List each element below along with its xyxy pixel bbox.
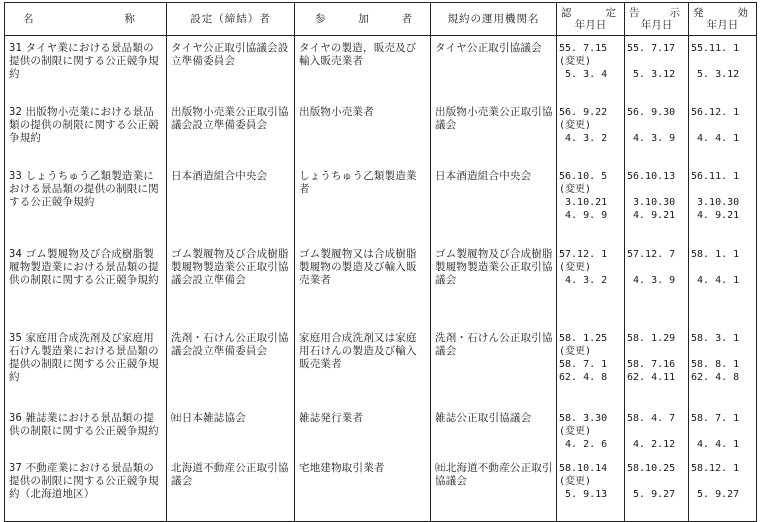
operator-cell-text: 出版物小売業公正取引協議会 [435, 105, 553, 131]
effective-date-cell [689, 456, 757, 522]
date-line: 4. 4. 1 [691, 274, 740, 286]
date-line: 4. 4. 1 [691, 132, 740, 144]
date-line: 58.10.25 [627, 462, 676, 474]
participants-cell-text: ゴム製履物又は合成樹脂製履物の製造及び輸入販売業者 [299, 247, 417, 286]
effective-date-cell [689, 242, 757, 326]
effective-date-cell [689, 164, 757, 242]
table-row [5, 242, 757, 326]
date-line: 3.10.30 [691, 196, 740, 208]
participants-cell [295, 100, 431, 164]
header-notice-date: 告 示 年月日 [625, 3, 689, 36]
date-line: (変更) [559, 183, 592, 195]
participants-cell-text: 宅地建物取引業者 [299, 461, 385, 474]
header-effective-date: 発 効 年月日 [689, 3, 757, 36]
date-line: 56.10.13 [627, 170, 676, 182]
date-line: 55.11. 1 [691, 43, 740, 54]
date-line: 4. 3. 2 [559, 274, 608, 286]
participants-cell [295, 242, 431, 326]
date-line: 56.11. 1 [691, 170, 740, 182]
date-line: 3.10.21 [559, 196, 608, 208]
date-line [691, 119, 754, 132]
header-operator: 規約の運用機関名 [431, 3, 557, 36]
date-line: 62. 4. 8 [559, 371, 608, 383]
rule-name-text: タイヤ業における景品類の提供の制限に関する公正競争規約 [9, 42, 159, 80]
date-line [627, 119, 686, 132]
operator-cell-text: タイヤ公正取引協議会 [435, 42, 542, 54]
participants-cell-text: しょうちゅう乙類製造業者 [299, 169, 417, 195]
date-line: 58. 7.16 [627, 358, 676, 370]
operator-cell [431, 100, 557, 164]
date-line: 62. 4.11 [627, 371, 676, 383]
approval-date-cell [557, 100, 625, 164]
organizer-cell-text: タイヤ公正取引協議会設立準備委員会 [171, 42, 289, 67]
table-row [5, 100, 757, 164]
notice-date-cell [625, 326, 689, 406]
date-line [627, 345, 686, 358]
date-line: 3.10.30 [627, 196, 676, 208]
date-line: 56.12. 1 [691, 106, 740, 118]
date-line: 57.12. 7 [627, 248, 676, 260]
operator-cell-text: 雑誌公正取引協議会 [435, 411, 532, 424]
participants-cell-text: 家庭用合成洗剤又は家庭用石けんの製造及び輸入販売業者 [299, 331, 417, 370]
rule-name-cell [5, 406, 167, 456]
table-row [5, 36, 757, 100]
date-line: 4. 4. 1 [691, 438, 740, 450]
rule-name-cell [5, 242, 167, 326]
date-line [691, 261, 754, 274]
participants-cell [295, 406, 431, 456]
regulation-table-page [4, 2, 756, 500]
date-line [627, 261, 686, 274]
date-line: 4. 2. 6 [559, 438, 608, 450]
date-line: 4. 2.12 [627, 438, 676, 450]
organizer-cell [167, 242, 295, 326]
rule-name-text: 雑誌業における景品類の提供の制限に関する公正競争規約 [9, 411, 159, 437]
operator-cell [431, 406, 557, 456]
date-line: 56. 9.22 [559, 106, 608, 118]
regulation-table [4, 2, 757, 522]
header-row [5, 3, 757, 36]
organizer-cell-text: 出版物小売業公正取引協議会設立準備委員会 [171, 105, 289, 131]
organizer-cell [167, 456, 295, 522]
date-line: 58.12. 1 [691, 462, 740, 474]
date-line: 58. 7. 1 [559, 358, 608, 370]
date-line: (変更) [559, 261, 592, 273]
approval-date-cell [557, 406, 625, 456]
participants-cell [295, 326, 431, 406]
rule-name-cell [5, 36, 167, 100]
date-line [691, 475, 754, 488]
rule-number: 34 [9, 247, 23, 260]
operator-cell [431, 326, 557, 406]
date-line [691, 425, 754, 438]
header-approval-date: 認 定 年月日 [557, 3, 625, 36]
participants-cell [295, 164, 431, 242]
date-line: 4. 3. 2 [559, 132, 608, 144]
date-line: 58. 3. 1 [691, 332, 740, 344]
rule-name-cell [5, 326, 167, 406]
operator-cell [431, 456, 557, 522]
notice-date-cell [625, 100, 689, 164]
approval-date-cell [557, 164, 625, 242]
header-participants: 参 加 者 [295, 3, 431, 36]
notice-date-cell [625, 164, 689, 242]
date-line: (変更) [559, 56, 592, 67]
date-line: 55. 7.17 [627, 43, 676, 54]
effective-date-cell [689, 36, 757, 100]
rule-name-text: 家庭用合成洗剤及び家庭用石けん製造業における景品類の提供の制限に関する公正競争規約 [9, 331, 159, 383]
date-line: 5. 3.12 [627, 69, 676, 80]
date-line: 4. 9.21 [627, 209, 676, 221]
participants-cell-text: 雑誌発行業者 [299, 411, 364, 424]
date-line: 56.10. 5 [559, 170, 608, 182]
date-line: 4. 3. 9 [627, 132, 676, 144]
date-line [691, 55, 754, 68]
rule-name-text: しょうちゅう乙類製造業における景品類の提供の制限に関する公正競争規約 [9, 169, 159, 208]
organizer-cell [167, 164, 295, 242]
approval-date-cell [557, 36, 625, 100]
operator-cell [431, 242, 557, 326]
date-line: 5. 3. 4 [559, 69, 608, 80]
header-organizer: 設定（締結）者 [167, 3, 295, 36]
organizer-cell [167, 326, 295, 406]
rule-name-cell [5, 164, 167, 242]
date-line [627, 475, 686, 488]
date-line [627, 425, 686, 438]
notice-date-cell [625, 456, 689, 522]
date-line: 55. 7.15 [559, 43, 608, 54]
rule-number: 37 [9, 461, 23, 474]
date-line: 56. 9.30 [627, 106, 676, 118]
date-line: 62. 4. 8 [691, 371, 740, 383]
operator-cell-text: 洗剤・石けん公正取引協議会 [435, 331, 553, 357]
date-line: (変更) [559, 475, 592, 487]
approval-date-cell [557, 326, 625, 406]
rule-number: 32 [9, 105, 23, 118]
rule-name-text: 出版物小売業における景品類の提供の制限に関する公正競争規約 [9, 105, 159, 144]
organizer-cell-text: ゴム製履物及び合成樹脂製履物製造業公正取引協議会設立準備会 [171, 247, 289, 286]
date-line: 58. 3.30 [559, 412, 608, 424]
date-line [627, 55, 686, 68]
approval-date-cell [557, 242, 625, 326]
rule-number: 31 [9, 42, 23, 54]
operator-cell-text: ㈳北海道不動産公正取引協議会 [435, 461, 553, 487]
table-row [5, 164, 757, 242]
rule-number: 36 [9, 411, 23, 424]
operator-cell [431, 164, 557, 242]
date-line: (変更) [559, 119, 592, 131]
effective-date-cell [689, 100, 757, 164]
date-line: 5. 3.12 [691, 69, 740, 80]
rule-number: 35 [9, 331, 23, 344]
operator-cell [431, 36, 557, 100]
date-line [691, 345, 754, 358]
notice-date-cell [625, 36, 689, 100]
approval-date-cell [557, 456, 625, 522]
date-line: 5. 9.27 [627, 488, 676, 500]
effective-date-cell [689, 326, 757, 406]
participants-cell [295, 456, 431, 522]
date-line: (変更) [559, 425, 592, 437]
date-line: 58. 1.29 [627, 332, 676, 344]
rule-name-text: ゴム製履物及び合成樹脂製履物製造業における景品類の提供の制限に関する公正競争規約 [9, 247, 159, 286]
header-name: 名 称 [5, 3, 167, 36]
rule-number: 33 [9, 169, 23, 182]
participants-cell-text: タイヤの製造，販売及び輸入販売業者 [299, 42, 417, 67]
organizer-cell-text: 日本酒造組合中央会 [171, 169, 268, 182]
rule-name-cell [5, 456, 167, 522]
participants-cell-text: 出版物小売業者 [299, 105, 374, 118]
organizer-cell [167, 100, 295, 164]
notice-date-cell [625, 406, 689, 456]
organizer-cell [167, 36, 295, 100]
table-row [5, 456, 757, 522]
table-row [5, 326, 757, 406]
table-row [5, 406, 757, 456]
operator-cell-text: 日本酒造組合中央会 [435, 169, 532, 182]
date-line [691, 183, 754, 196]
organizer-cell-text: 洗剤・石けん公正取引協議会設立準備委員会 [171, 331, 289, 357]
operator-cell-text: ゴム製履物及び合成樹脂製履物製造業公正取引協議会 [435, 247, 553, 286]
date-line: 5. 9.27 [691, 488, 740, 500]
notice-date-cell [625, 242, 689, 326]
date-line: 58. 4. 7 [627, 412, 676, 424]
date-line: 58. 8. 1 [691, 358, 740, 370]
rule-name-text: 不動産業における景品類の提供の制限に関する公正競争規約（北海道地区） [9, 461, 159, 500]
date-line: 58.10.14 [559, 462, 608, 474]
date-line: 4. 3. 9 [627, 274, 676, 286]
date-line: 58. 1. 1 [691, 248, 740, 260]
date-line: (変更) [559, 345, 592, 357]
organizer-cell [167, 406, 295, 456]
participants-cell [295, 36, 431, 100]
date-line: 4. 9.21 [691, 209, 740, 221]
date-line: 5. 9.13 [559, 488, 608, 500]
date-line [627, 183, 686, 196]
organizer-cell-text: ㈳日本雑誌協会 [171, 411, 246, 424]
effective-date-cell [689, 406, 757, 456]
date-line: 57.12. 1 [559, 248, 608, 260]
organizer-cell-text: 北海道不動産公正取引協議会 [171, 461, 289, 487]
rule-name-cell [5, 100, 167, 164]
date-line: 4. 9. 9 [559, 209, 608, 221]
date-line: 58. 7. 1 [691, 412, 740, 424]
date-line: 58. 1.25 [559, 332, 608, 344]
